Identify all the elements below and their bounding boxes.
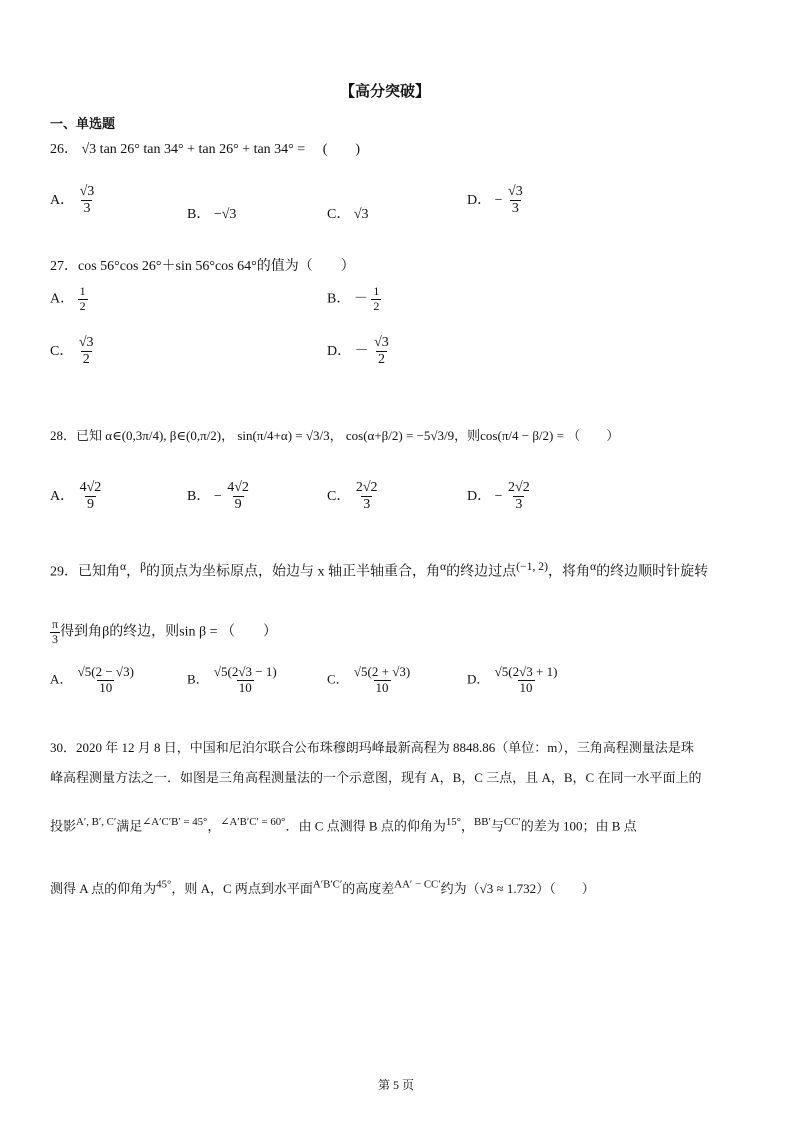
- fraction-numerator: 1: [373, 284, 380, 298]
- fraction-numerator: 4√2: [227, 480, 249, 495]
- fraction-numerator: √5(2√3 − 1): [213, 664, 277, 679]
- sin-beta: sin β =: [179, 624, 218, 640]
- fraction-denominator: 9: [234, 497, 242, 513]
- q27-stem: [50, 255, 355, 275]
- option-label: C．: [50, 343, 74, 359]
- q26-stem: [50, 138, 360, 158]
- fraction-numerator: √3: [79, 184, 95, 199]
- option-label: C．: [327, 207, 351, 222]
- text-run: ，将角: [547, 564, 590, 580]
- q30-line1: 30．2020 年 12 月 8 日，中国和尼泊尔联合公布珠穆朗玛峰最新高程为 8848.86（单位：m），三角高程测量法是珠: [50, 740, 694, 755]
- text-run: 的顶点为坐标原点，始边与 x 轴正半轴重合，角: [146, 564, 441, 580]
- option-c: [50, 335, 96, 368]
- fraction-denominator: 2: [373, 298, 380, 313]
- fraction-numerator: 2√2: [355, 480, 378, 495]
- option-a: [50, 480, 103, 513]
- fraction-denominator: 10: [238, 679, 252, 695]
- page-number: 第 5 页: [378, 1078, 415, 1092]
- beta-symbol: β: [102, 624, 110, 640]
- question-number: 28．已知: [50, 428, 103, 443]
- option-text: −√3: [213, 207, 237, 222]
- question-number: 26．: [50, 142, 78, 157]
- minus-sign: −: [494, 192, 503, 208]
- option-label: A．: [50, 671, 73, 687]
- text-run: 得到角: [60, 624, 103, 640]
- plane-label: A′B′C′: [312, 878, 343, 891]
- fraction-denominator: 10: [375, 679, 389, 695]
- fraction-denominator: 2: [82, 352, 90, 368]
- fraction-denominator: 10: [99, 679, 113, 695]
- question-stem: √3 tan 26° tan 34° + tan 26° + tan 34° =: [81, 142, 306, 157]
- projection-points: A′, B′, C′: [76, 816, 117, 828]
- fraction-denominator: 10: [519, 679, 533, 695]
- text-run: 的高度差: [342, 881, 395, 896]
- minus-sign: －: [354, 343, 369, 359]
- option-label: D．: [467, 488, 492, 504]
- text-run: 测得 A 点的仰角为: [50, 881, 157, 896]
- option-d: [467, 665, 559, 696]
- text-run: 投影: [50, 818, 77, 834]
- alpha-symbol: α: [440, 560, 447, 573]
- option-label: D．: [327, 343, 352, 359]
- fraction-numerator: 1: [79, 284, 86, 298]
- q30-line4: [50, 878, 595, 897]
- text-run: 的差为 100；由 B 点: [520, 818, 637, 834]
- point-coordinates: (−1, 2): [516, 560, 548, 573]
- text-run: 与: [490, 818, 504, 834]
- fraction-denominator: 3: [511, 201, 519, 217]
- text-run: 的终边顺时针旋转: [596, 564, 709, 580]
- question-stem: cos 56°cos 26°＋sin 56°cos 64°的值为（ ）: [78, 259, 355, 274]
- angle-2: ∠A′B′C′ = 60°: [220, 816, 286, 828]
- text-run: 的终边过点: [446, 564, 517, 580]
- fraction-denominator: 3: [52, 631, 59, 646]
- minus-sign: －: [353, 291, 368, 307]
- option-label: B．: [187, 488, 211, 504]
- option-d: [327, 335, 391, 368]
- option-b: [187, 480, 251, 513]
- height-difference: AA′ − CC′: [394, 878, 441, 891]
- text-run: ，: [207, 818, 221, 834]
- answer-paren: ( ): [322, 142, 361, 157]
- alpha-symbol: α: [120, 560, 127, 573]
- option-label: B．: [187, 671, 209, 687]
- segment-cc: CC′: [503, 816, 521, 828]
- fraction-numerator: π: [52, 617, 59, 631]
- condition-3: cos(α+β/2) = −5√3/9: [345, 428, 455, 443]
- option-d: [467, 184, 525, 217]
- option-a: [50, 665, 136, 696]
- option-label: D．: [467, 671, 490, 687]
- condition-1: α∈(0,3π/4), β∈(0,π/2): [105, 428, 222, 443]
- text-run: ，: [126, 564, 141, 580]
- q29-line1: [50, 560, 708, 581]
- option-b: [187, 665, 279, 696]
- text-run: 约为（: [440, 881, 480, 896]
- option-label: D．: [467, 192, 492, 208]
- page-title: 【高分突破】: [340, 82, 431, 100]
- option-a: [50, 285, 88, 314]
- option-c: [327, 480, 380, 513]
- option-label: B．: [327, 291, 351, 307]
- fraction-numerator: 4√2: [79, 480, 102, 495]
- fraction-denominator: 2: [377, 352, 385, 368]
- fraction-denominator: 9: [86, 497, 94, 513]
- option-label: C．: [327, 488, 351, 504]
- beta-symbol: β: [140, 560, 147, 573]
- option-label: B．: [187, 207, 211, 222]
- ask-prefix: ，则: [454, 428, 481, 443]
- fraction-numerator: √5(2 − √3): [77, 664, 134, 679]
- question-number: 27．: [50, 259, 78, 274]
- condition-2: sin(π/4+α) = √3/3: [237, 428, 330, 443]
- segment-bb: BB′: [474, 816, 491, 828]
- fraction-numerator: 2√2: [508, 480, 530, 495]
- q28-stem: 28．已知 α∈(0,3π/4), β∈(0,π/2)， sin(π/4+α) = √3/3， cos(α+β/2) = −5√3/9，则cos(π/4 − β/2) = （ ）: [50, 428, 620, 443]
- option-d: [467, 480, 532, 513]
- answer-paren: （ ）: [221, 624, 278, 640]
- fraction-numerator: √5(2√3 + 1): [494, 664, 558, 679]
- text-run: ，: [461, 818, 475, 834]
- option-label: C．: [327, 671, 349, 687]
- fraction-denominator: 3: [515, 497, 523, 513]
- fraction-denominator: 2: [79, 298, 86, 313]
- fraction-denominator: 3: [363, 497, 371, 513]
- fraction-denominator: 3: [83, 201, 91, 217]
- answer-paren: （ ）: [567, 428, 620, 443]
- option-label: A．: [50, 488, 75, 504]
- fraction-numerator: √5(2 + √3): [353, 664, 411, 679]
- option-label: A．: [50, 291, 75, 307]
- fraction-numerator: √3: [508, 184, 523, 199]
- minus-sign: −: [213, 488, 222, 504]
- elevation-angle-15: 15°: [445, 816, 462, 828]
- minus-sign: −: [494, 488, 503, 504]
- option-c: [327, 203, 369, 223]
- option-a: [50, 184, 96, 217]
- text-run: 的终边，则: [109, 624, 180, 640]
- fraction-numerator: √3: [78, 335, 94, 350]
- section-title: 一、单选题: [50, 117, 116, 132]
- elevation-angle-45: 45°: [156, 878, 172, 891]
- option-c: [327, 665, 412, 696]
- sqrt3-approx: √3 ≈ 1.732: [479, 881, 537, 896]
- text-run: 29．已知角: [50, 564, 120, 580]
- option-b: [327, 285, 381, 314]
- alpha-symbol: α: [589, 560, 597, 573]
- text-run: ．由 C 点测得 B 点的仰角为: [285, 818, 446, 834]
- answer-paren: ）（ ）: [536, 881, 595, 896]
- text-run: 满足: [116, 818, 143, 834]
- question-ask: cos(π/4 − β/2) =: [480, 428, 564, 443]
- q30-line3: [50, 815, 637, 834]
- q30-line2: 峰高程测量方法之一．如图是三角高程测量法的一个示意图，现有 A，B，C 三点，且 A，B，C 在同一水平面上的: [50, 770, 702, 785]
- fraction-numerator: √3: [374, 335, 389, 350]
- option-text: √3: [353, 207, 369, 222]
- q29-line2: [50, 618, 277, 647]
- angle-1: ∠A′C′B′ = 45°: [142, 816, 208, 828]
- option-label: A．: [50, 192, 75, 208]
- option-b: [187, 203, 236, 223]
- text-run: ，则 A，C 两点到水平面: [171, 881, 313, 896]
